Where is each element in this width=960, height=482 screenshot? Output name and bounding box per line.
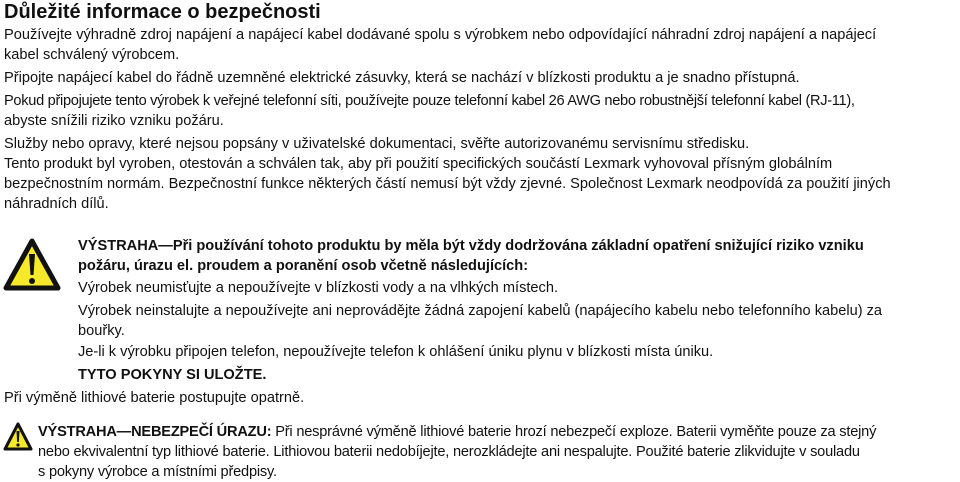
text-line: Připojte napájecí kabel do řádně uzemněné elektrické zásuvky, která se nachází v blízkosti produktu a je snadno přístupná. xyxy=(4,70,800,86)
warning-triangle-icon xyxy=(3,238,61,292)
text-line: požáru, úrazu el. proudem a poranění osob včetně následujících: xyxy=(78,258,529,274)
warning-item xyxy=(78,301,882,341)
text-line: nebo ekvivalentní typ lithiové baterie. Lithiovou baterii nedobíjejte, nerozkládejte ani nespalujte. Použité baterie zlikvidujte v souladu xyxy=(38,444,860,460)
warning-heading xyxy=(78,236,864,276)
paragraph-4 xyxy=(4,134,749,154)
text-line: Pokud připojujete tento výrobek k veřejné telefonní síti, používejte pouze telefonní kabel 26 AWG nebo robustnější telefonní kabel (RJ-11), xyxy=(4,93,855,109)
text-span: Při nesprávné výměně lithiové baterie hrozí nebezpečí exploze. Baterii vyměňte pouze za stejný xyxy=(271,424,877,440)
text-line: kabel schválený výrobcem. xyxy=(4,47,180,63)
paragraph-2 xyxy=(4,68,800,88)
text-line: náhradních dílů. xyxy=(4,196,109,212)
text-line: VÝSTRAHA—Při používání tohoto produktu by měla být vždy dodržována základní opatření snižující riziko vzniku xyxy=(78,238,864,254)
text-line: Tento produkt byl vyroben, otestován a schválen tak, aby při použití specifických součástí Lexmark vyhovoval přísným globálním xyxy=(4,156,833,172)
warning-small-triangle-icon xyxy=(3,422,33,452)
text-line: Používejte výhradně zdroj napájení a napájecí kabel dodávané spolu s výrobkem nebo odpovídající náhradní zdroj napájení a napájecí xyxy=(4,27,877,43)
text-line: Je-li k výrobku připojen telefon, nepoužívejte telefon k ohlášení úniku plynu v blízkosti místa úniku. xyxy=(78,344,714,360)
text-line: s pokyny výrobce a místními předpisy. xyxy=(38,464,277,480)
paragraph-3 xyxy=(4,91,855,131)
text-line: Výrobek neinstalujte a nepoužívejte ani neprovádějte žádná zapojení kabelů (napájecího kabelu nebo telefonního kabelu) za xyxy=(78,303,883,319)
text-line xyxy=(38,422,876,442)
warning-battery xyxy=(38,422,876,482)
battery-note: Při výměně lithiové baterie postupujte opatrně. xyxy=(4,390,305,406)
warning-item xyxy=(78,278,558,298)
text-line: abyste snížili riziko vzniku požáru. xyxy=(4,113,224,129)
warning-label: VÝSTRAHA—NEBEZPEČÍ ÚRAZU: xyxy=(38,424,272,440)
save-instructions: TYTO POKYNY SI ULOŽTE. xyxy=(78,367,267,383)
text-line: bouřky. xyxy=(78,323,125,339)
page-title: Důležité informace o bezpečnosti xyxy=(4,1,321,23)
text-line: Výrobek neumisťujte a nepoužívejte v blízkosti vody a na vlhkých místech. xyxy=(78,280,559,296)
warning-item xyxy=(78,342,713,362)
text-line: Služby nebo opravy, které nejsou popsány v uživatelské dokumentaci, svěřte autorizovanému servisnímu středisku. xyxy=(4,136,750,152)
paragraph-5 xyxy=(4,154,891,214)
text-line: bezpečnostním normám. Bezpečnostní funkce některých částí nemusí být vždy zjevné. Společnost Lexmark neodpovídá za použití jiných xyxy=(4,176,891,192)
paragraph-1 xyxy=(4,25,876,65)
